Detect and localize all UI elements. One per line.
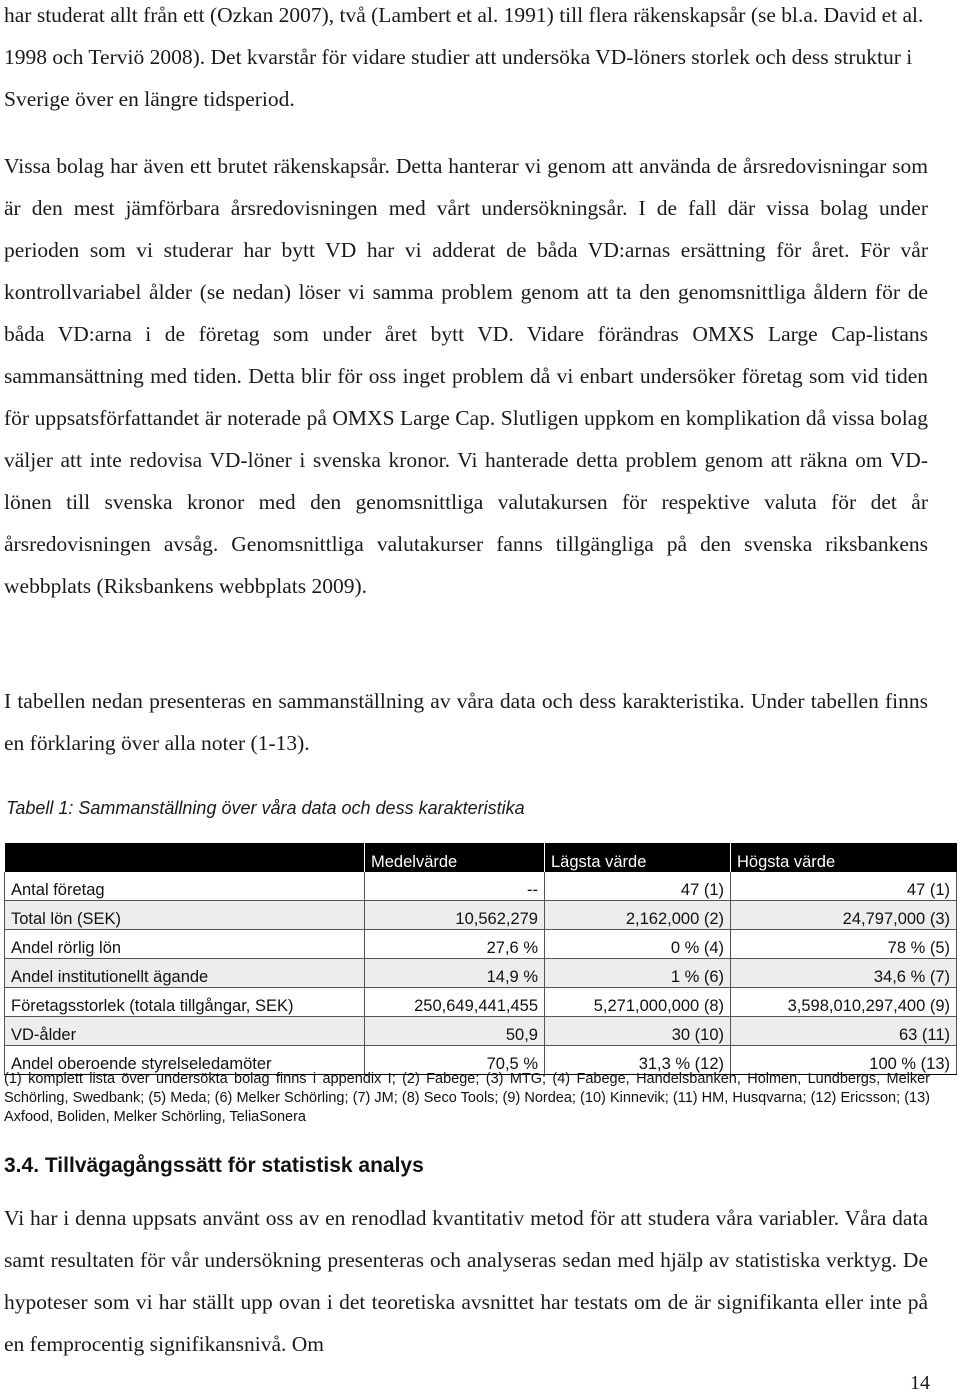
cell-mean: 10,562,279 — [365, 901, 545, 930]
cell-mean: -- — [365, 872, 545, 901]
table-row — [5, 1017, 957, 1046]
paragraph-table-intro: I tabellen nedan presenteras en sammanställning av våra data och dess karakteristika. Under tabellen finns en förklaring över alla noter (1-13). — [4, 689, 928, 755]
header-max: Högsta värde — [731, 843, 957, 872]
cell-max: 3,598,010,297,400 (9) — [731, 988, 957, 1017]
table-row — [5, 959, 957, 988]
row-label: Andel institutionellt ägande — [5, 959, 365, 988]
table-row — [5, 872, 957, 901]
header-mean: Medelvärde — [365, 843, 545, 872]
cell-mean: 70,5 % — [365, 1046, 545, 1075]
table-row — [5, 930, 957, 959]
cell-min: 5,271,000,000 (8) — [545, 988, 731, 1017]
cell-mean: 50,9 — [365, 1017, 545, 1046]
cell-min: 2,162,000 (2) — [545, 901, 731, 930]
header-empty — [5, 843, 365, 872]
row-label: Andel rörlig lön — [5, 930, 365, 959]
cell-mean: 250,649,441,455 — [365, 988, 545, 1017]
row-label: Total lön (SEK) — [5, 901, 365, 930]
cell-max: 24,797,000 (3) — [731, 901, 957, 930]
header-min: Lägsta värde — [545, 843, 731, 872]
cell-max: 63 (11) — [731, 1017, 957, 1046]
cell-max: 47 (1) — [731, 872, 957, 901]
table-row — [5, 901, 957, 930]
cell-mean: 14,9 % — [365, 959, 545, 988]
table-header-row — [5, 843, 957, 872]
cell-max: 100 % (13) — [731, 1046, 957, 1075]
summary-table — [4, 843, 957, 1075]
section-heading: 3.4. Tillvägagångssätt för statistisk analys — [4, 1154, 424, 1177]
table-caption: Tabell 1: Sammanställning över våra data och dess karakteristika — [6, 798, 525, 818]
cell-mean: 27,6 % — [365, 930, 545, 959]
cell-max: 78 % (5) — [731, 930, 957, 959]
table-footnote: (1) komplett lista över undersökta bolag finns i appendix I; (2) Fabege; (3) MTG; (4) Fabege, Handelsbanken, Holmen, Lundbergs, Melker Schörling, Swedbank; (5) Meda; (6) Melker Schörling; (7) JM; (8) Seco Tools; (9) Nordea; (10) Kinnevik; (11) HM, Husqvarna; (12) Ericsson; (13) Axfood, Boliden, Melker Schörling, TeliaSonera — [4, 1071, 930, 1125]
page-number: 14 — [910, 1372, 930, 1394]
cell-min: 31,3 % (12) — [545, 1046, 731, 1075]
cell-min: 0 % (4) — [545, 930, 731, 959]
row-label: Antal företag — [5, 872, 365, 901]
paragraph-method-details: Vissa bolag har även ett brutet räkenskapsår. Detta hanterar vi genom att använda de årsredovisningar som är den mest jämförbara årsredovisningen med vårt undersökningsår. I de fall där vissa bolag under perioden som vi studerar har bytt VD har vi adderat de båda VD:arnas ersättning för året. För vår kontrollvariabel ålder (se nedan) löser vi samma problem genom att ta den genomsnittliga åldern för de båda VD:arna i de företag som under året bytt VD. Vidare förändras OMXS Large Cap-listans sammansättning med tiden. Detta blir för oss inget problem då vi enbart undersöker företag som vid tiden för uppsatsförfattandet är noterade på OMXS Large Cap. Slutligen uppkom en komplikation då vissa bolag väljer att inte redovisa VD-löner i svenska kronor. Vi hanterade detta problem genom att räkna om VD-lönen till svenska kronor med den genomsnittliga valutakursen för respektive valuta för det år årsredovisningen avsåg. Genomsnittliga valutakurser fanns tillgängliga på den svenska riksbankens webbplats (Riksbankens webbplats 2009). — [4, 154, 928, 598]
paragraph-analysis: Vi har i denna uppsats använt oss av en renodlad kvantitativ metod för att studera våra variabler. Våra data samt resultaten för vår undersökning presenteras och analyseras sedan med hjälp av statistiska verktyg. De hypoteser som vi har ställt upp ovan i det teoretiska avsnittet har testats om de är signifikanta eller inte på en femprocentig signifikansnivå. Om — [4, 1206, 928, 1356]
cell-max: 34,6 % (7) — [731, 959, 957, 988]
paragraph-intro: har studerat allt från ett (Ozkan 2007), två (Lambert et al. 1991) till flera räkenskapsår (se bl.a. David et al. 1998 och Terviö 2008). Det kvarstår för vidare studier att undersöka VD-löners storlek och dess struktur i Sverige över en längre tidsperiod. — [4, 3, 924, 111]
row-label: VD-ålder — [5, 1017, 365, 1046]
cell-min: 47 (1) — [545, 872, 731, 901]
cell-min: 30 (10) — [545, 1017, 731, 1046]
table-row — [5, 988, 957, 1017]
cell-min: 1 % (6) — [545, 959, 731, 988]
row-label: Företagsstorlek (totala tillgångar, SEK) — [5, 988, 365, 1017]
row-label: Andel oberoende styrelseledamöter — [5, 1046, 365, 1075]
